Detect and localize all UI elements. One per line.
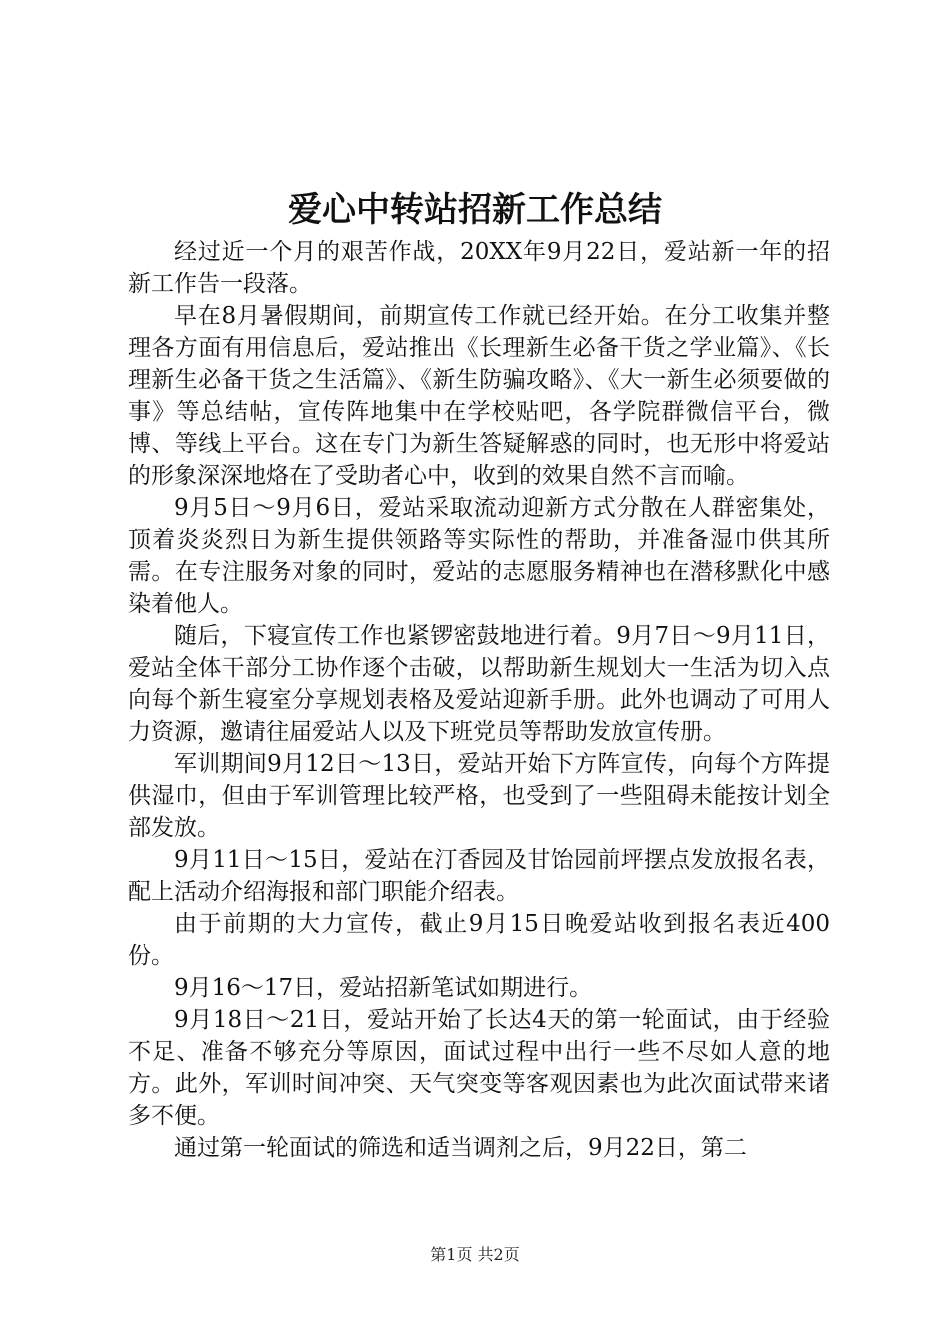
paragraph: 9月11日～15日，爱站在汀香园及甘饴园前坪摆点发放报名表，配上活动介绍海报和部门职能介绍表。 [128, 847, 830, 905]
paragraph: 经过近一个月的艰苦作战，20XX年9月22日，爱站新一年的招新工作告一段落。 [128, 239, 830, 297]
paragraph: 随后，下寝宣传工作也紧锣密鼓地进行着。9月7日～9月11日，爱站全体干部分工协作逐个击破，以帮助新生规划大一生活为切入点向每个新生寝室分享规划表格及爱站迎新手册。此外也调动了可用人力资源，邀请往届爱站人以及下班党员等帮助发放宣传册。 [128, 623, 830, 745]
document-title: 爱心中转站招新工作总结 [288, 190, 662, 230]
paragraph: 9月16～17日，爱站招新笔试如期进行。 [174, 975, 593, 1001]
document-body [128, 236, 830, 1164]
paragraph: 9月5日～9月6日，爱站采取流动迎新方式分散在人群密集处，顶着炎炎烈日为新生提供领路等实际性的帮助，并准备湿巾供其所需。在专注服务对象的同时，爱站的志愿服务精神也在潜移默化中感染着他人。 [128, 495, 830, 617]
paragraph: 9月18日～21日，爱站开始了长达4天的第一轮面试，由于经验不足、准备不够充分等原因，面试过程中出行一些不尽如人意的地方。此外，军训时间冲突、天气突变等客观因素也为此次面试带来诸多不便。 [128, 1007, 830, 1129]
paragraph: 通过第一轮面试的筛选和适当调剂之后，9月22日，第二 [174, 1135, 747, 1161]
page-number-footer: 第1页 共2页 [430, 1245, 520, 1264]
paragraph: 由于前期的大力宣传，截止9月15日晚爱站收到报名表近400份。 [128, 911, 830, 969]
paragraph: 军训期间9月12日～13日，爱站开始下方阵宣传，向每个方阵提供湿巾，但由于军训管理比较严格，也受到了一些阻碍未能按计划全部发放。 [128, 751, 830, 841]
paragraph: 早在8月暑假期间，前期宣传工作就已经开始。在分工收集并整理各方面有用信息后，爱站推出《长理新生必备干货之学业篇》、《长理新生必备干货之生活篇》、《新生防骗攻略》、《大一新生必须要做的事》等总结帖，宣传阵地集中在学校贴吧，各学院群微信平台，微博、等线上平台。这在专门为新生答疑解惑的同时，也无形中将爱站的形象深深地烙在了受助者心中，收到的效果自然不言而喻。 [128, 303, 830, 489]
